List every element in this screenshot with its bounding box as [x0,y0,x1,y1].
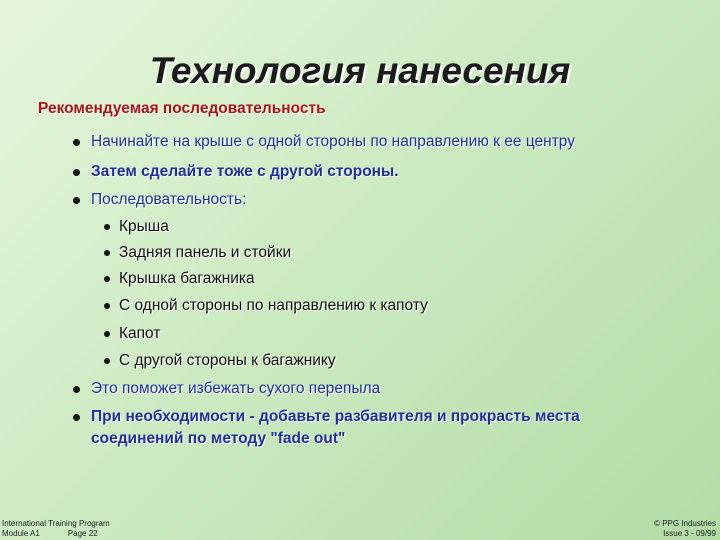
sub-bullet-text: Капот [119,325,161,342]
sub-bullet-dot-icon [104,250,110,256]
footer-copyright: © PPG Industries [654,519,716,528]
bullet-text-line-1: При необходимости - добавьте разбавителя и прокрасть места [91,408,580,425]
footer-page: Page 22 [67,529,98,538]
sub-bullet-dot-icon [104,276,110,282]
sub-bullet-dot-icon [104,303,110,309]
footer-module: Module A1 [2,529,40,538]
sub-bullet-dot-icon [104,358,110,364]
bullet-text-line-2: соединений по методу "fade out" [91,430,346,447]
sub-bullet-text: С одной стороны по направлению к капоту [119,297,428,314]
footer-program: International Training Program [2,519,110,528]
sub-bullet-text: Задняя панель и стойки [119,244,292,261]
footer-left [2,519,110,539]
footer-right [654,519,716,539]
bullet-text: Начинайте на крыше с одной стороны по направлению к ее центру [91,133,575,150]
bullet-dot-icon [73,169,80,176]
sub-bullet-text: Крышка багажника [119,270,255,287]
bullet-dot-icon [73,414,80,421]
bullet-text: Последовательность: [91,191,247,208]
bullet-dot-icon [73,197,80,204]
sub-bullet-dot-icon [104,224,110,230]
sub-bullet-text: Крыша [119,218,169,235]
bullet-text: Это поможет избежать сухого перепыла [91,380,381,397]
bullet-text: Затем сделайте тоже с другой стороны. [91,163,399,180]
bullet-dot-icon [73,386,80,393]
sub-bullet-text: С другой стороны к багажнику [119,352,336,369]
sub-bullet-dot-icon [104,331,110,337]
bullet-dot-icon [73,139,80,146]
slide-subtitle: Рекомендуемая последовательность [38,100,326,117]
slide-title: Технология нанесения [149,50,571,91]
footer-issue: Issue 3 - 09/99 [663,529,716,538]
